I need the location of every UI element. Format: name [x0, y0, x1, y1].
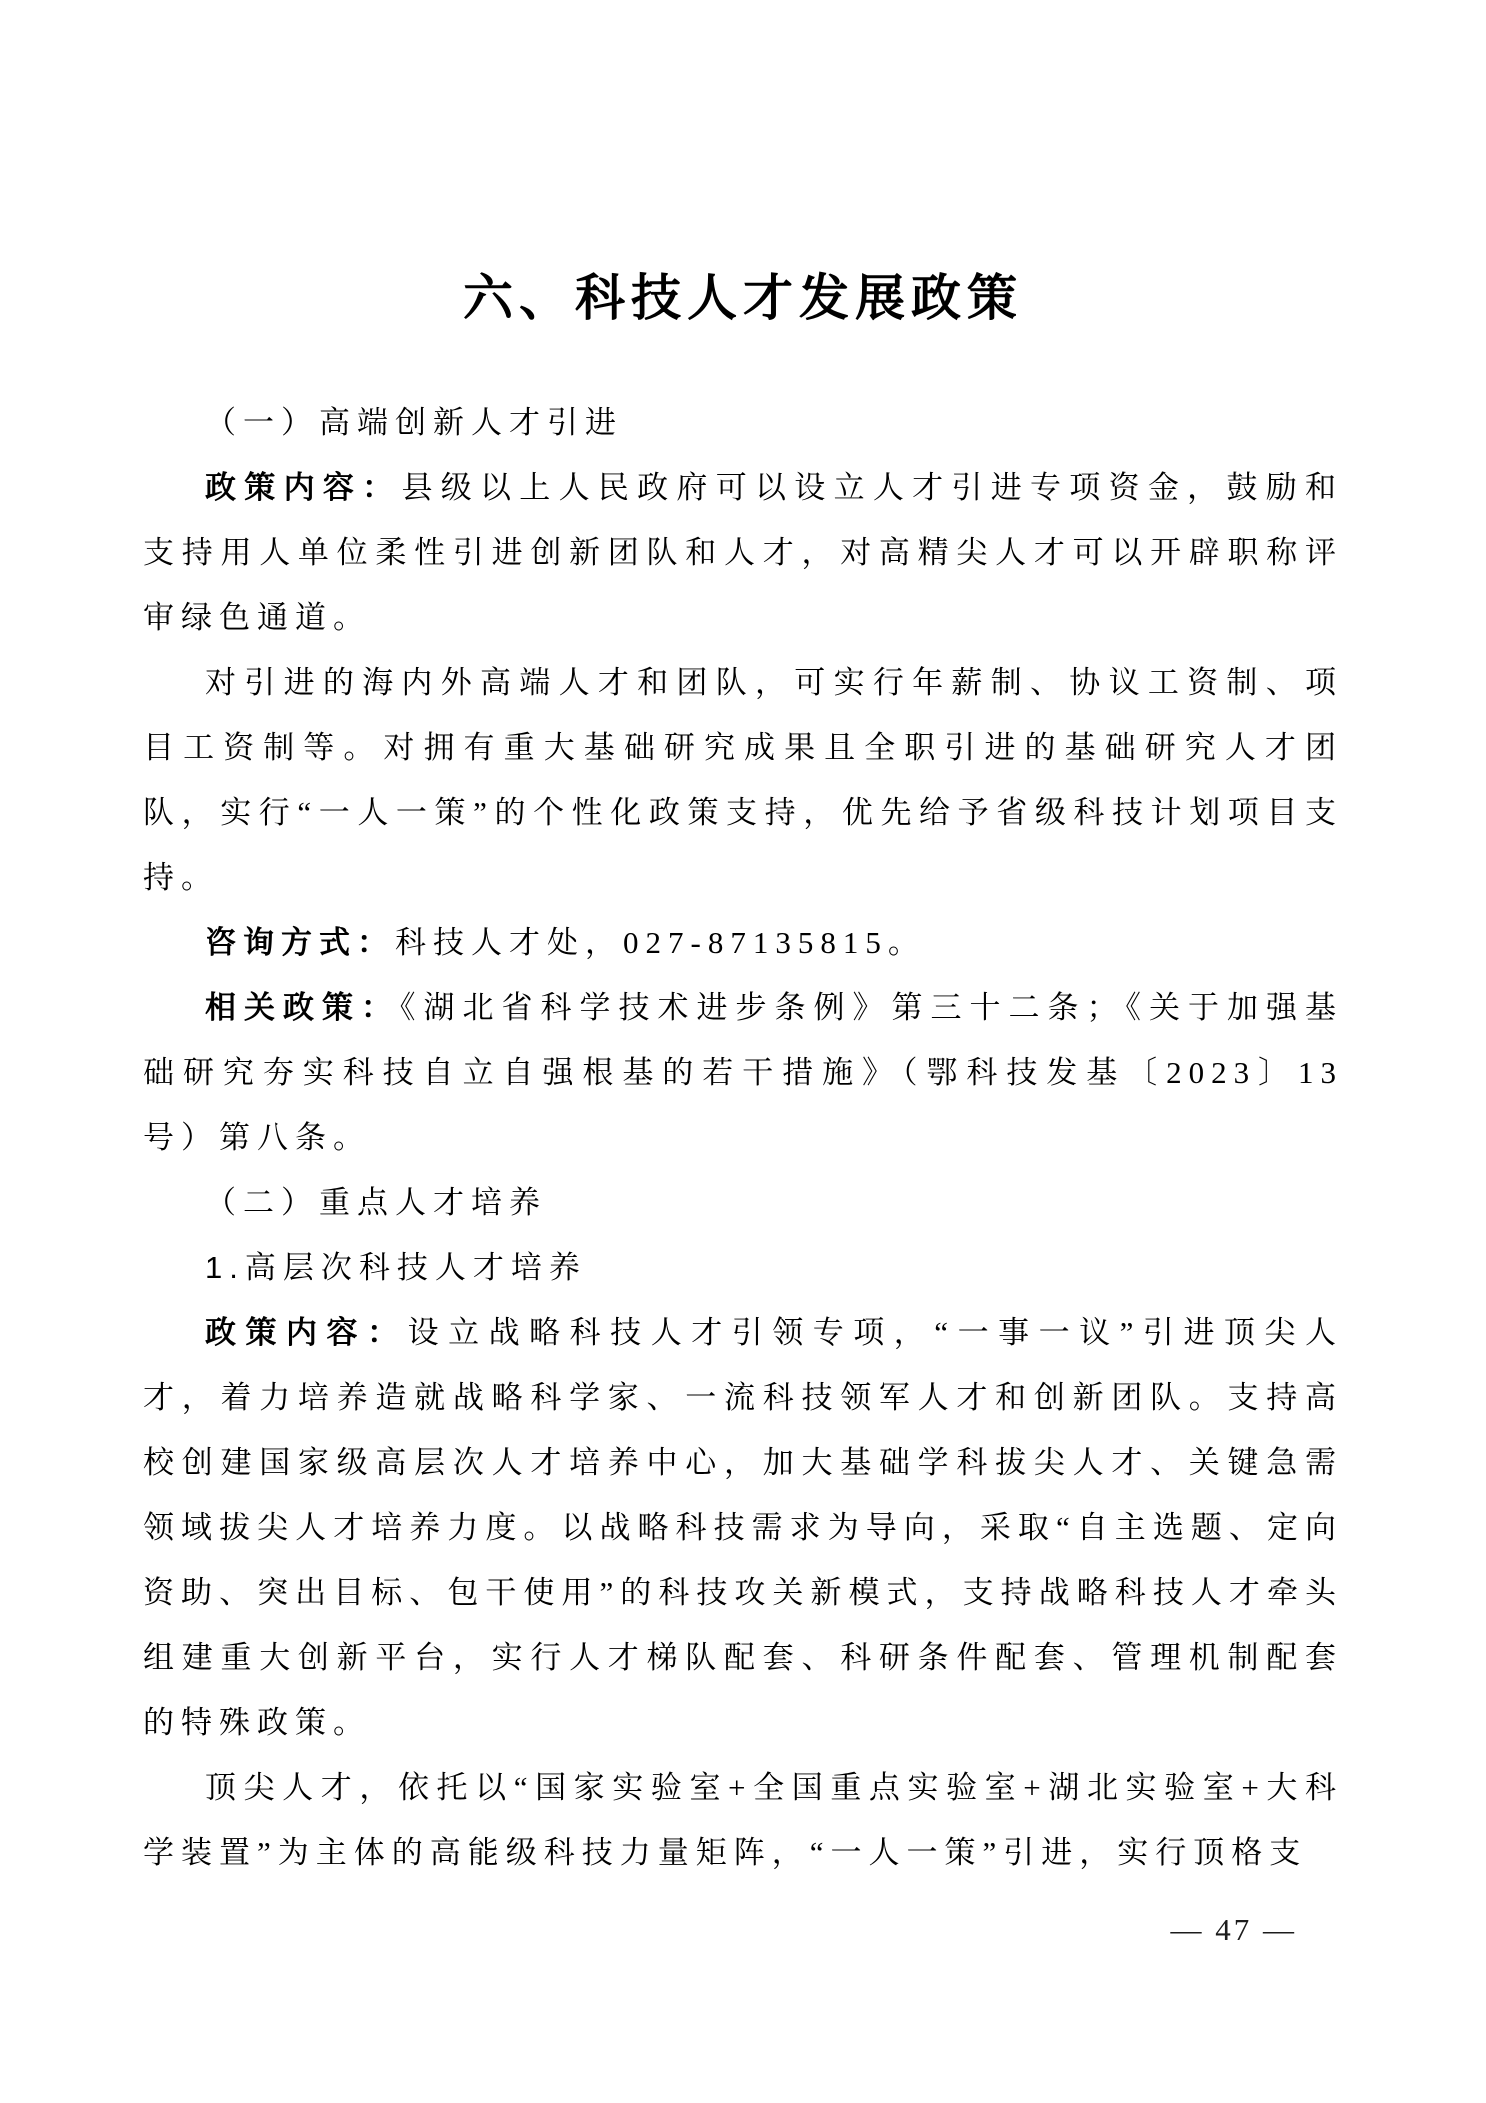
section-1-heading: （一）高端创新人才引进 — [205, 405, 623, 440]
page-number: — 47 — — [1170, 1912, 1297, 1947]
paragraph-text: 县级以上人民政府可以设立人才引进专项资金，鼓励和支持用人单位柔性引进创新团队和人才，对高精尖人才可以开辟职称评审绿色通道。 — [143, 470, 1344, 635]
paragraph-text: 对引进的海内外高端人才和团队，可实行年薪制、协议工资制、项目工资制等。对拥有重大基础研究成果且全职引进的基础研究人才团队，实行“一人一策”的个性化政策支持，优先给予省级科技计划项目支持。 — [143, 665, 1343, 895]
paragraph-contact-1 — [143, 910, 1343, 975]
paragraph-label: 政策内容： — [205, 1315, 408, 1350]
paragraph-text: 《湖北省科学技术进步条例》第三十二条；《关于加强基础研究夯实科技自立自强根基的若干措施》（鄂科技发基〔2023〕13号）第八条。 — [143, 990, 1343, 1155]
paragraph-label: 政策内容： — [205, 470, 402, 505]
paragraph-related-policy-1 — [143, 975, 1343, 1170]
paragraph-label: 咨询方式： — [205, 925, 395, 960]
paragraph-imported-talent — [143, 650, 1343, 910]
paragraph-top-talent — [143, 1755, 1343, 1885]
section-2-heading: （二）重点人才培养 — [205, 1185, 547, 1220]
page-title: 六、科技人才发展政策 — [463, 270, 1023, 326]
document-body — [143, 390, 1343, 1885]
paragraph-policy-content-1 — [143, 455, 1343, 650]
paragraph-label: 相关政策： — [205, 990, 400, 1025]
section-2-subheading: 1.高层次科技人才培养 — [205, 1250, 587, 1285]
paragraph-text: 设立战略科技人才引领专项，“一事一议”引进顶尖人才，着力培养造就战略科学家、一流科技领军人才和创新团队。支持高校创建国家级高层次人才培养中心，加大基础学科拔尖人才、关键急需领域拔尖人才培养力度。以战略科技需求为导向，采取“自主选题、定向资助、突出目标、包干使用”的科技攻关新模式，支持战略科技人才牵头组建重大创新平台，实行人才梯队配套、科研条件配套、管理机制配套的特殊政策。 — [143, 1315, 1343, 1740]
paragraph-text: 科技人才处，027-87135815。 — [395, 925, 926, 960]
paragraph-policy-content-2 — [143, 1300, 1343, 1755]
paragraph-text: 顶尖人才，依托以“国家实验室+全国重点实验室+湖北实验室+大科学装置”为主体的高能级科技力量矩阵，“一人一策”引进，实行顶格支 — [143, 1770, 1343, 1870]
